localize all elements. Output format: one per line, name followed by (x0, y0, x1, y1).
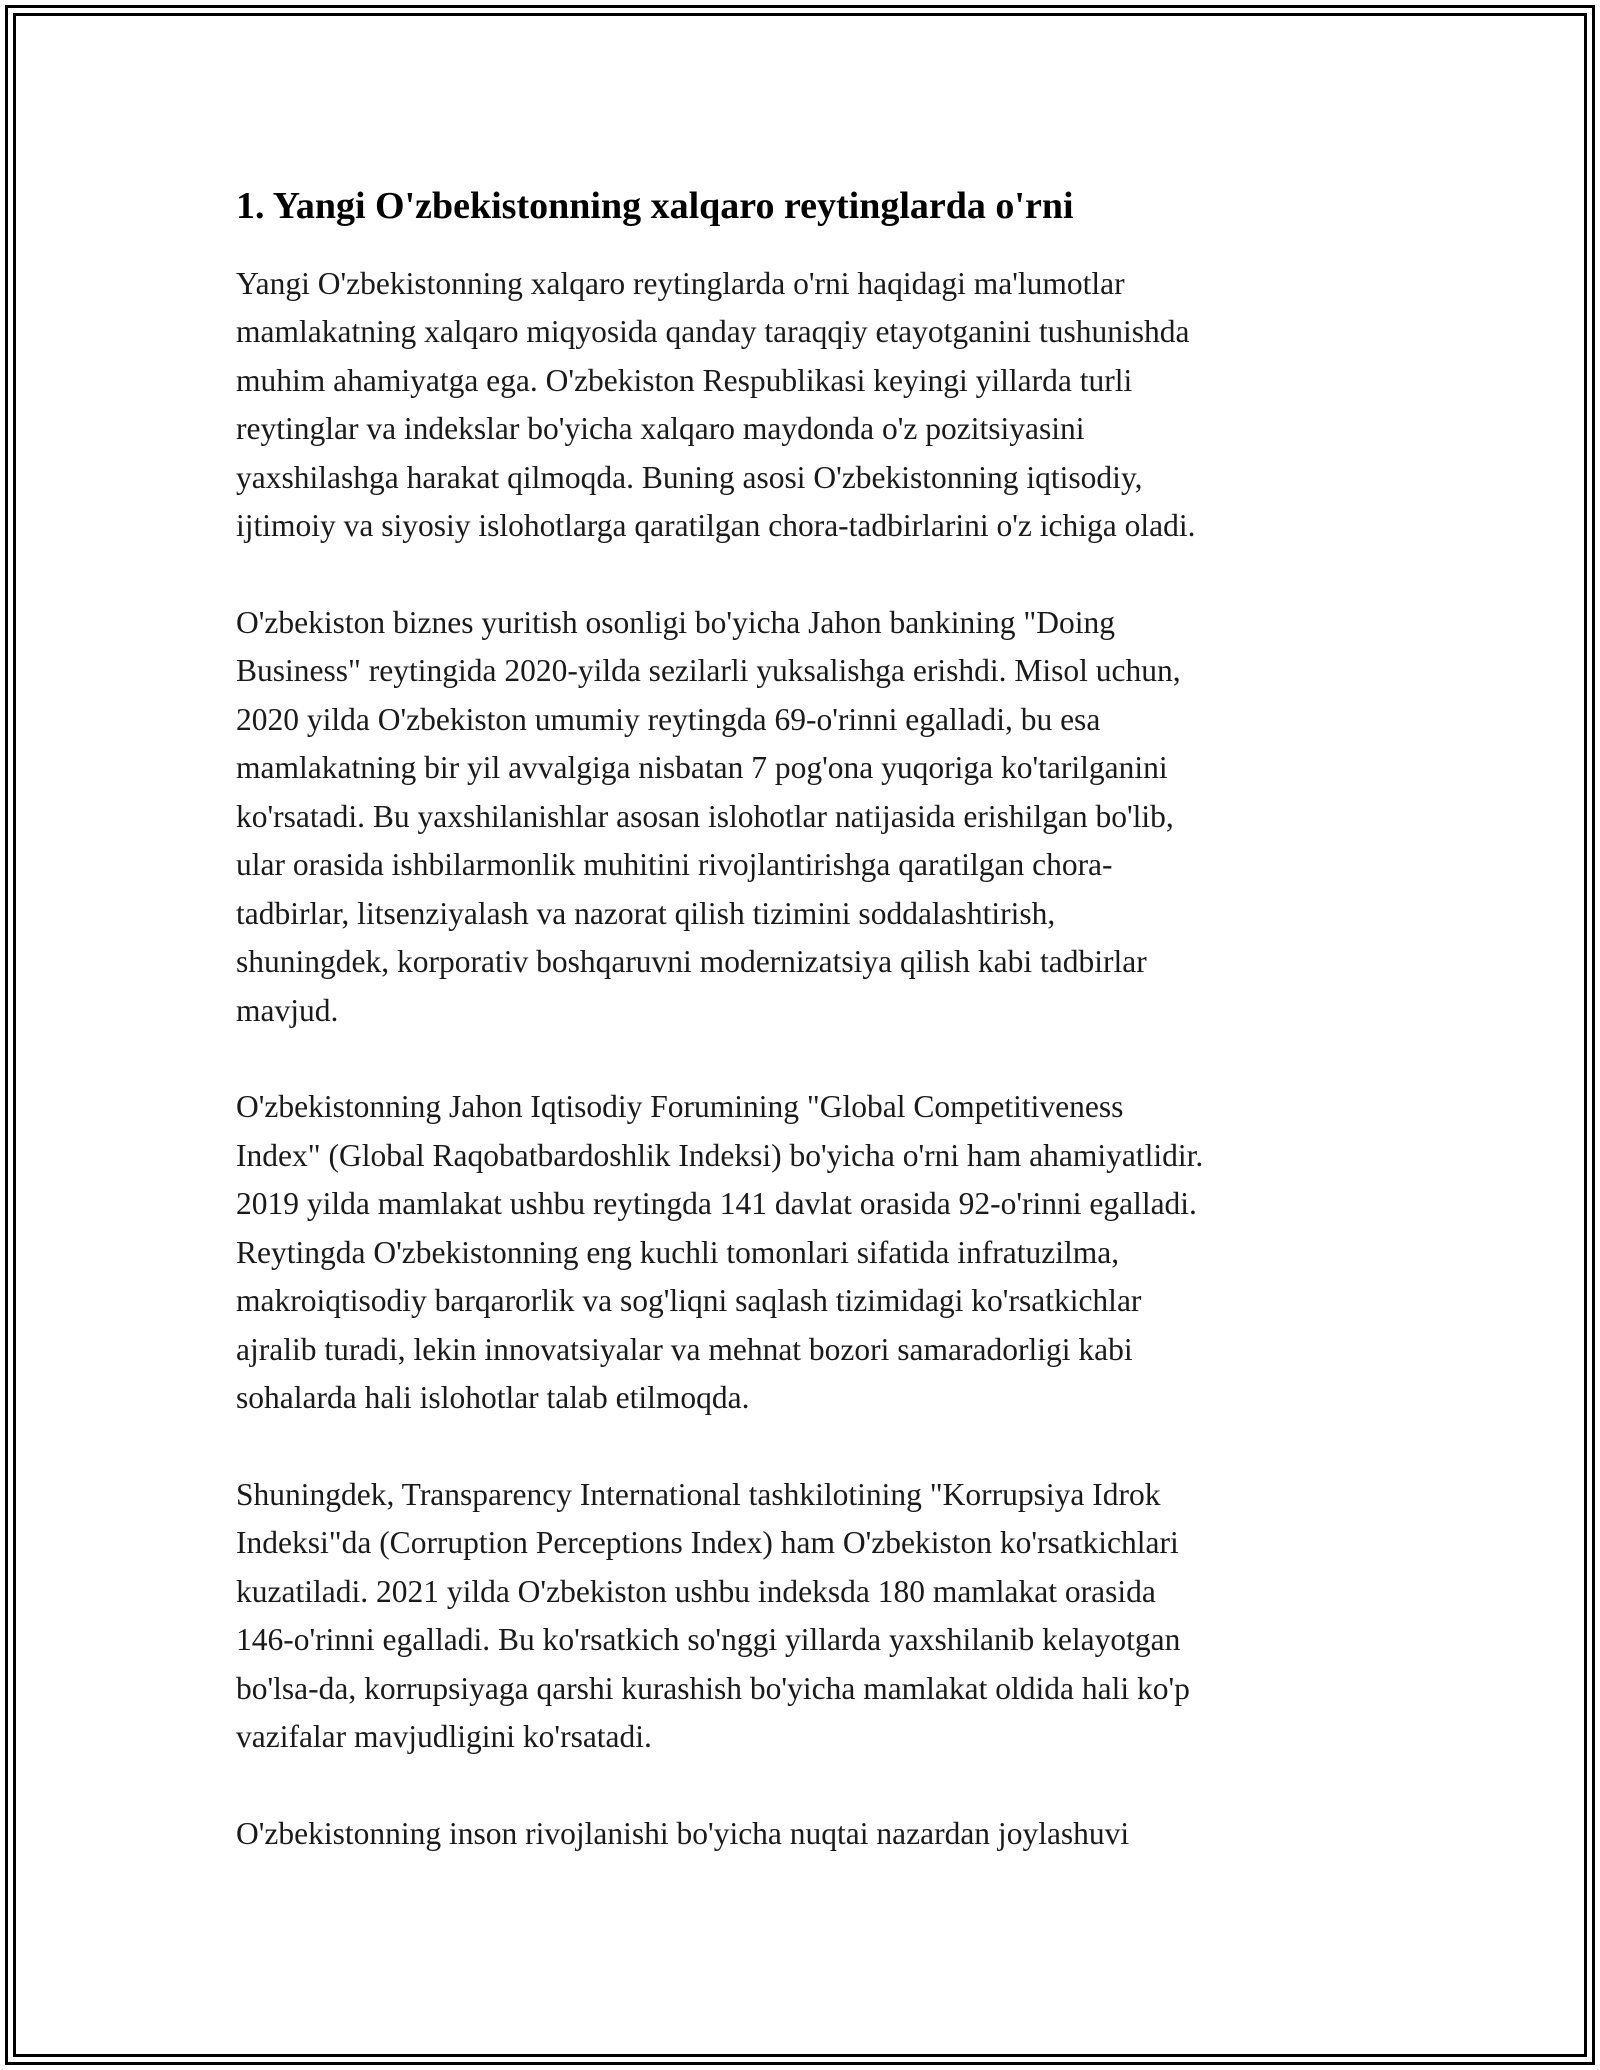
paragraph-human-development: O'zbekistonning inson rivojlanishi bo'yicha nuqtai nazardan joylashuvi (236, 1815, 1130, 1851)
paragraph-global-competitiveness: O'zbekistonning Jahon Iqtisodiy Forumining "Global Competitiveness Index" (Global Raqobatbardoshlik Indeksi) bo'yicha o'rni ham ahamiyatlidir. 2019 yilda mamlakat ushbu reytingda 141 davlat orasida 92-o'rinni egalladi. Reytingda O'zbekistonning eng kuchli tomonlari sifatida infratuzilma, makroiqtisodiy barqarorlik va sog'liqni saqlash tizimidagi ko'rsatkichlar ajralib turadi, lekin innovatsiyalar va mehnat bozori samaradorligi kabi sohalarda hali islohotlar talab etilmoqda. (236, 1089, 1204, 1416)
document-body (236, 184, 1396, 1906)
paragraph-intro: Yangi O'zbekistonning xalqaro reytinglarda o'rni haqidagi ma'lumotlar mamlakatning xalqaro miqyosida qanday taraqqiy etayotganini tushunishda muhim ahamiyatga ega. O'zbekiston Respublikasi keyingi yillarda turli reytinglar va indekslar bo'yicha xalqaro maydonda o'z pozitsiyasini yaxshilashga harakat qilmoqda. Buning asosi O'zbekistonning iqtisodiy, ijtimoiy va siyosiy islohotlarga qaratilgan chora-tadbirlarini o'z ichiga oladi. (236, 265, 1196, 544)
section-heading: 1. Yangi O'zbekistonning xalqaro reytinglarda o'rni (236, 185, 1074, 227)
paragraph-doing-business: O'zbekiston biznes yuritish osonligi bo'yicha Jahon bankining "Doing Business" reytingida 2020-yilda sezilarli yuksalishga erishdi. Misol uchun, 2020 yilda O'zbekiston umumiy reytingda 69-o'rinni egalladi, bu esa mamlakatning bir yil avvalgiga nisbatan 7 pog'ona yuqoriga ko'tarilganini ko'rsatadi. Bu yaxshilanishlar asosan islohotlar natijasida erishilgan bo'lib, ular orasida ishbilarmonlik muhitini rivojlantirishga qaratilgan chora- tadbirlar, litsenziyalash va nazorat qilish tizimini soddalashtirish, shuningdek, korporativ boshqaruvni modernizatsiya qilish kabi tadbirlar mavjud. (236, 604, 1181, 1028)
paragraph-corruption-index: Shuningdek, Transparency International tashkilotining "Korrupsiya Idrok Indeksi"da (Corruption Perceptions Index) ham O'zbekiston ko'rsatkichlari kuzatiladi. 2021 yilda O'zbekiston ushbu indeksda 180 mamlakat orasida 146-o'rinni egalladi. Bu ko'rsatkich so'nggi yillarda yaxshilanib kelayotgan bo'lsa-da, korrupsiyaga qarshi kurashish bo'yicha mamlakat oldida hali ko'p vazifalar mavjudligini ko'rsatadi. (236, 1476, 1190, 1755)
